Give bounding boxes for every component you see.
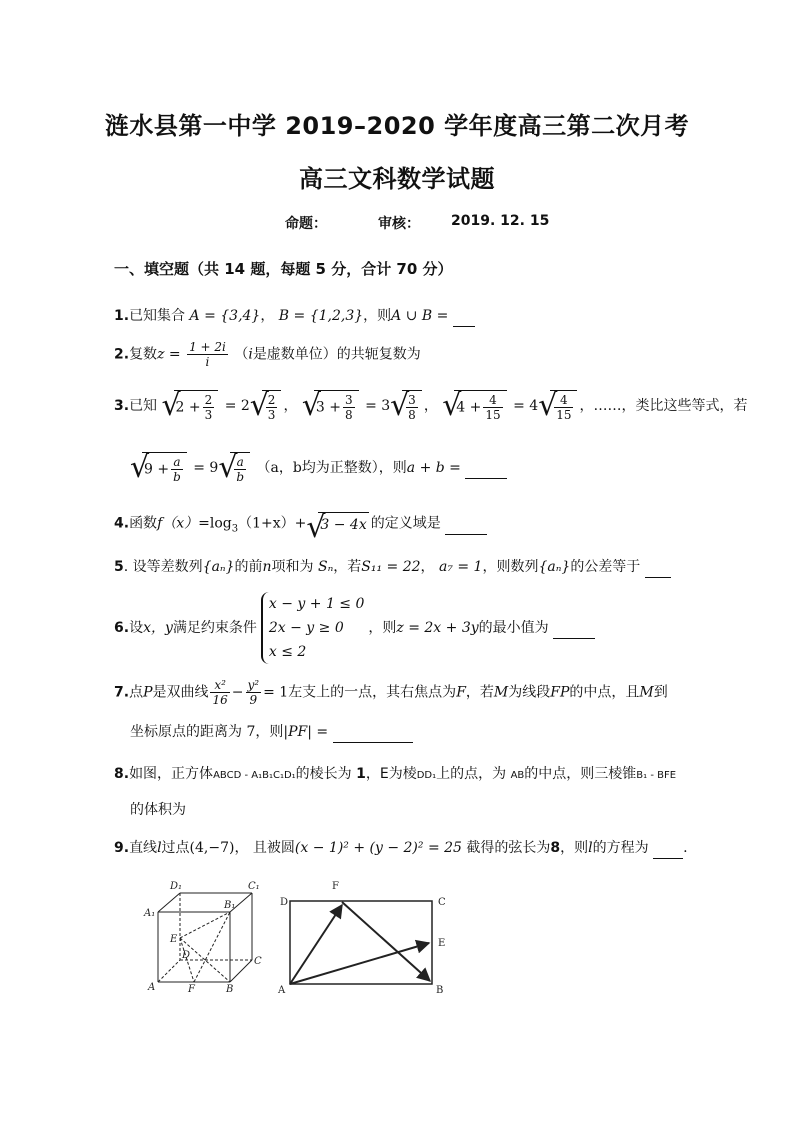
question-number: 9. — [114, 840, 130, 856]
math-variable: FP — [550, 684, 570, 701]
question-text: （a，b均为正整数），则 — [256, 460, 407, 476]
question-text: 的中点，且 — [569, 684, 640, 701]
radical-expression: √ 3 + $\frac{3}{8}$ — [304, 390, 359, 422]
math-expression: = 9 — [193, 460, 219, 476]
question-text: ，则 — [363, 308, 392, 324]
vertex-label: C₁ — [248, 881, 260, 892]
section-heading: 一、填空题（共 14 题，每题 5 分，合计 70 分） — [114, 260, 453, 278]
question-text: ，若 — [333, 559, 362, 575]
question-7: 7.点P是双曲线 $\frac{\text{x²}}{16}$ − $\frac{\text{y²}}{9}$ = 1左支上的一点，其右焦点为F，若M为线段FP的中点，且M到 — [114, 678, 668, 707]
math-expression: z = — [157, 346, 181, 363]
question-5 — [114, 557, 671, 578]
question-text: 已知集合 — [129, 308, 186, 324]
question-number: 4. — [114, 515, 130, 532]
math-expression: {aₙ} — [538, 559, 571, 575]
vector-figure — [272, 875, 462, 1000]
math-expression: a + b = — [406, 460, 461, 476]
question-text: 的公差等于 — [570, 559, 641, 575]
question-text: 直线 — [129, 840, 158, 856]
radical-expression: √ $\frac{a}{b}$ — [220, 452, 250, 484]
math-expression: B = {1,2,3} — [278, 308, 364, 324]
question-9: 9.直线l过点(4,−7)， 且被圆(x − 1)² + (y − 2)² = 25 截得的弦长为8，则l的方程为 . — [114, 838, 688, 859]
math-variable: P — [143, 684, 153, 701]
edge-length: 1 — [356, 766, 366, 782]
reviewer-label: 审核： — [378, 216, 420, 232]
question-number: 2. — [114, 346, 130, 363]
vertex-label: A₁ — [144, 908, 156, 919]
vertex-label: F — [332, 881, 339, 892]
question-text: ， — [365, 766, 380, 782]
math-expression: |PF| = — [283, 724, 329, 740]
constraint-system — [261, 592, 365, 664]
question-7-line-2 — [130, 722, 413, 743]
math-expression: z = 2x + 3y — [396, 619, 479, 636]
math-variable: i — [248, 346, 253, 363]
question-number: 3. — [114, 398, 130, 414]
constraint: x − y + 1 ≤ 0 — [268, 596, 365, 612]
question-text: 是虚数单位）的共轭复数为 — [252, 346, 421, 363]
log-base: 3 — [231, 523, 239, 535]
question-8 — [114, 764, 676, 786]
question-text: 的棱长为 — [295, 766, 352, 782]
question-text: 点 — [129, 684, 144, 701]
question-text: . 设等差数列 — [123, 559, 203, 575]
math-variable: l — [588, 840, 593, 856]
question-text: ，则 — [368, 619, 397, 636]
answer-blank[interactable] — [465, 458, 507, 479]
question-6 — [114, 592, 595, 664]
answer-blank[interactable] — [653, 838, 683, 859]
question-text: 是双曲线 — [152, 684, 209, 701]
vertex-label: A — [148, 982, 156, 993]
radical-expression: √ $\frac{2}{3}$ — [252, 390, 282, 422]
proposer-label: 命题： — [285, 216, 327, 232]
edge-name: DD₁ — [416, 770, 437, 781]
cube-name: ABCD - A₁B₁C₁D₁ — [213, 770, 296, 781]
vertex-label: D — [182, 950, 191, 961]
question-number: 1. — [114, 308, 130, 324]
math-expression: (x − 1)² + (y − 2)² = 25 — [294, 840, 462, 856]
answer-blank[interactable] — [453, 306, 475, 327]
question-text: 的方程为 — [592, 840, 649, 856]
question-text: 设 — [129, 620, 144, 636]
chord-length: 8 — [550, 840, 561, 856]
math-expression: {aₙ} — [202, 559, 235, 575]
radical-expression: √ $\frac{4}{15}$ — [540, 390, 577, 422]
math-variable: M — [493, 684, 509, 701]
question-text: 到 — [653, 684, 668, 701]
math-expression: f（x） — [157, 515, 199, 532]
question-number: 8. — [114, 766, 130, 782]
exam-title: 涟水县第一中学 2019–2020 学年度高三第二次月考 — [104, 112, 690, 140]
math-expression: =log — [198, 515, 232, 532]
question-number: 6. — [114, 620, 130, 636]
math-expression: （1+x）+ — [238, 515, 307, 532]
vertex-label: E — [438, 938, 446, 949]
vertex-label: B₁ — [224, 900, 236, 911]
math-expression: = 3 — [365, 398, 391, 414]
constraint: x ≤ 2 — [268, 644, 307, 660]
question-3-line-2 — [130, 452, 507, 484]
question-text: ， 且被圆 — [234, 840, 295, 856]
question-text: 上的点，为 — [436, 766, 507, 782]
exam-date: 2019. 12. 15 — [451, 213, 550, 229]
pyramid-name: B₁ - BFE — [636, 770, 677, 781]
math-expression: (4,−7) — [189, 840, 235, 856]
question-text: 左支上的一点，其右焦点为 — [288, 684, 457, 701]
radical-expression: √ 2 + $\frac{2}{3}$ — [164, 390, 219, 422]
question-2 — [114, 340, 421, 369]
question-text: ， — [260, 308, 275, 324]
vertex-label: B — [226, 984, 234, 995]
math-expression: = 4 — [513, 398, 539, 414]
fraction: $\frac{\text{x²}}{16}$ — [212, 678, 228, 707]
question-text: ，则数列 — [482, 559, 539, 575]
math-variable: F — [456, 684, 466, 701]
fraction: $\frac{\text{y²}}{9}$ — [247, 678, 260, 707]
radical-expression: √ 4 + $\frac{4}{15}$ — [444, 390, 506, 422]
question-4 — [114, 512, 487, 539]
question-text: 为棱 — [388, 766, 417, 782]
math-expression: = 2 — [224, 398, 250, 414]
question-3: 3.已知 √ 2 + $\frac{2}{3}$ = 2 √ $\frac{2}{3}$ ， √ 3 + $\frac{3}{8}$ = 3 √ $\frac{3}{8}$ ， √ 4 + $\frac{4}{15}$ = 4 √ $\frac{4}{15}$ ，……，类比这些等式，若 — [114, 390, 747, 422]
vertex-label: A — [278, 985, 286, 996]
question-text: 坐标原点的距离为 7，则 — [130, 724, 284, 740]
math-expression: = 1 — [263, 684, 289, 701]
question-text: ， — [420, 559, 435, 575]
vertex-label: B — [436, 985, 444, 996]
math-variable: l — [157, 840, 162, 856]
radical-expression: √ $\frac{3}{8}$ — [392, 390, 422, 422]
fraction: $\frac{1 + 2i}{i}$ — [189, 340, 226, 369]
cube-figure — [140, 878, 270, 998]
question-text: 截得的弦长为 — [466, 840, 551, 856]
segment-name: AB — [510, 770, 525, 781]
question-8-line-2: 的体积为 — [130, 802, 186, 818]
question-text: 的前 — [234, 559, 263, 575]
answer-blank[interactable] — [333, 722, 413, 743]
question-text: ，则 — [560, 840, 589, 856]
radical-expression: √ 3 − 4x — [308, 512, 368, 535]
math-expression: x，y — [143, 620, 173, 636]
question-text: （ — [234, 346, 249, 363]
exam-subtitle: 高三文科数学试题 — [299, 165, 495, 193]
question-text: ，……，类比这些等式，若 — [579, 398, 748, 414]
question-1 — [114, 306, 475, 327]
question-text: 的中点，则三棱锥 — [524, 766, 637, 782]
question-text: 函数 — [129, 515, 158, 532]
question-number: 7. — [114, 684, 130, 701]
question-text: ，若 — [465, 684, 494, 701]
math-expression: Sₙ — [317, 559, 334, 575]
radical-expression: √ 9 + $\frac{a}{b}$ — [132, 452, 187, 484]
question-text: 项和为 — [271, 559, 314, 575]
vertex-label: F — [188, 984, 195, 995]
question-text: 复数 — [129, 346, 158, 363]
question-number: 5 — [114, 559, 124, 575]
math-variable: n — [262, 559, 272, 575]
answer-blank[interactable] — [445, 514, 487, 535]
answer-blank[interactable] — [553, 618, 595, 639]
question-text: 已知 — [129, 398, 158, 414]
point-label: E — [379, 766, 389, 782]
math-expression: S₁₁ = 22 — [361, 559, 421, 575]
vertex-label: D — [280, 897, 289, 908]
math-variable: M — [639, 684, 654, 701]
math-expression: a₇ = 1 — [438, 559, 483, 575]
question-text: 如图，正方体 — [129, 766, 214, 782]
math-expression: A = {3,4} — [189, 308, 261, 324]
constraint: 2x − y ≥ 0 — [268, 620, 344, 636]
question-text: 满足约束条件 — [172, 620, 257, 636]
math-expression: A ∪ B = — [391, 308, 449, 324]
answer-blank[interactable] — [645, 557, 671, 578]
vertex-label: D₁ — [170, 881, 183, 892]
vertex-label: C — [438, 897, 446, 908]
question-text: 的最小值为 — [478, 619, 549, 636]
question-text: 的定义域是 — [370, 515, 441, 532]
question-text: 过点 — [161, 840, 190, 856]
vertex-label: C — [254, 956, 262, 967]
question-text: 为线段 — [508, 684, 551, 701]
vertex-label: E — [170, 934, 178, 945]
